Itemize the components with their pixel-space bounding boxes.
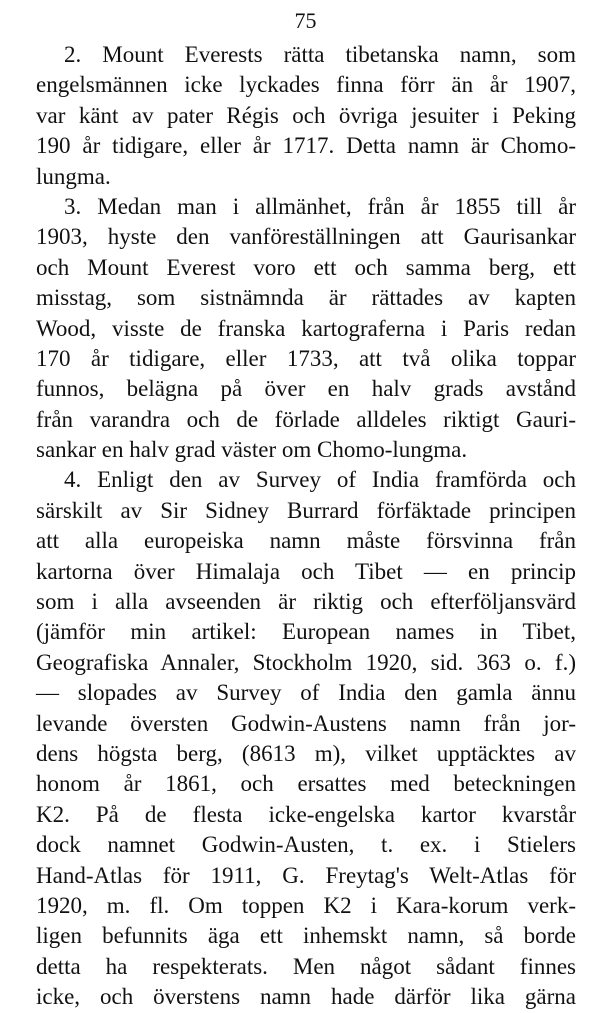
text-line: icke, och överstens namn hade därför lika gärna bbox=[36, 984, 576, 1010]
text-line: K2. På de flesta icke-engelska kartor kvarstår bbox=[36, 801, 576, 827]
text-line: ligen befunnits äga ett inhemskt namn, så borde bbox=[36, 923, 576, 949]
text-line: engelsmännen icke lyckades finna förr än år 1907, bbox=[36, 72, 576, 98]
text-line: kartorna över Himalaja och Tibet — en princip bbox=[36, 558, 576, 584]
text-line: (jämför min artikel: European names in Tibet, bbox=[36, 619, 576, 645]
text-line: funnos, belägna på över en halv grads avstånd bbox=[36, 376, 576, 402]
text-line: att alla europeiska namn måste försvinna från bbox=[36, 528, 576, 554]
text-line: 4. Enligt den av Survey of India framförda och bbox=[64, 467, 576, 493]
text-line: sankar en halv grad väster om Chomo-lungma. bbox=[36, 437, 468, 463]
text-line: Wood, visste de franska kartograferna i Paris redan bbox=[36, 315, 576, 341]
paragraph-3 bbox=[36, 192, 576, 466]
text-line: särskilt av Sir Sidney Burrard förfäktade principen bbox=[36, 497, 576, 523]
text-line: dock namnet Godwin-Austen, t. ex. i Stielers bbox=[36, 832, 576, 858]
text-line: levande översten Godwin-Austens namn från jor- bbox=[36, 710, 576, 736]
text-line: misstag, som sistnämnda är rättades av kapten bbox=[36, 285, 576, 311]
text-line: 2. Mount Everests rätta tibetanska namn, som bbox=[64, 42, 576, 67]
text-line: dens högsta berg, (8613 m), vilket upptäcktes av bbox=[36, 740, 576, 766]
text-line: Geografiska Annaler, Stockholm 1920, sid. 363 o. f.) bbox=[36, 649, 576, 675]
text-line: honom år 1861, och ersattes med beteckningen bbox=[36, 771, 576, 797]
text-line: 1903, hyste den vanföreställningen att Gaurisankar bbox=[36, 224, 576, 250]
body-text bbox=[36, 40, 576, 1013]
text-line: — slopades av Survey of India den gamla ännu bbox=[36, 680, 576, 706]
paragraph-4 bbox=[36, 465, 576, 1012]
text-line: detta ha respekterats. Men något sådant finnes bbox=[36, 953, 576, 979]
text-line: 1920, m. fl. Om toppen K2 i Kara-korum verk- bbox=[36, 892, 576, 918]
text-line: från varandra och de förlade alldeles riktigt Gauri- bbox=[36, 406, 576, 432]
text-line: 170 år tidigare, eller 1733, att två olika toppar bbox=[36, 345, 576, 371]
page-number: 75 bbox=[294, 8, 317, 33]
text-line: 190 år tidigare, eller år 1717. Detta namn är Chomo- bbox=[36, 133, 576, 159]
text-line: Hand-Atlas för 1911, G. Freytag's Welt-Atlas för bbox=[36, 862, 576, 888]
text-line: som i alla avseenden är riktig och efterföljansvärd bbox=[36, 589, 576, 615]
text-line: 3. Medan man i allmänhet, från år 1855 till år bbox=[64, 193, 576, 219]
text-line: lungma. bbox=[36, 163, 111, 189]
paragraph-2 bbox=[36, 40, 576, 192]
text-line: var känt av pater Régis och övriga jesuiter i Peking bbox=[36, 102, 576, 128]
text-line: och Mount Everest voro ett och samma berg, ett bbox=[36, 254, 576, 280]
